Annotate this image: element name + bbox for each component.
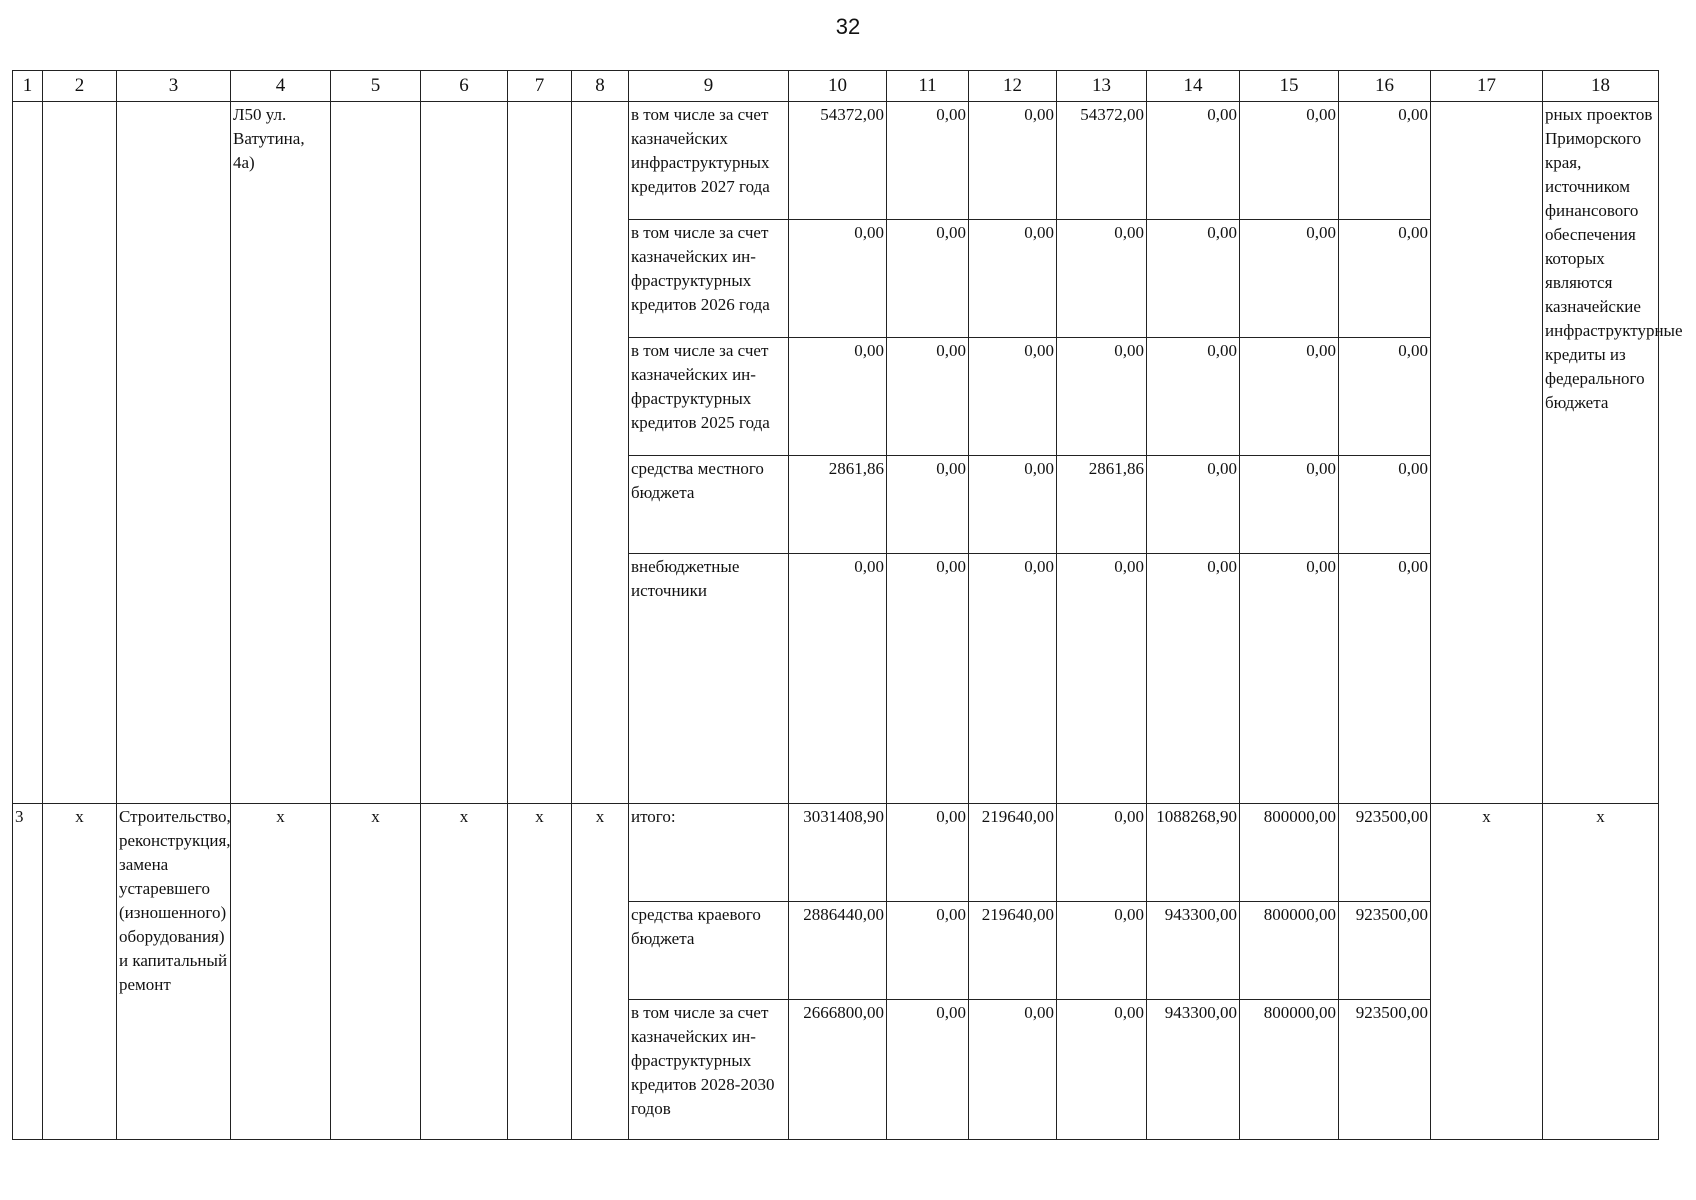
col-header: 1	[13, 71, 43, 102]
cell-col6: x	[421, 804, 508, 1140]
value-cell: 0,00	[1147, 554, 1240, 804]
cell-col7	[508, 102, 572, 804]
value-cell: 0,00	[887, 902, 969, 1000]
value-cell: 0,00	[1339, 456, 1431, 554]
cell-col7: x	[508, 804, 572, 1140]
col-header: 8	[572, 71, 629, 102]
funding-source: итого:	[629, 804, 789, 902]
col-header: 12	[969, 71, 1057, 102]
cell-col17	[1431, 102, 1543, 804]
value-cell: 0,00	[1240, 220, 1339, 338]
value-cell: 0,00	[1057, 804, 1147, 902]
col-header: 7	[508, 71, 572, 102]
funding-source: средства местного бюджета	[629, 456, 789, 554]
value-cell: 0,00	[969, 338, 1057, 456]
col-header: 3	[117, 71, 231, 102]
col-header: 11	[887, 71, 969, 102]
cell-col17: x	[1431, 804, 1543, 1140]
value-cell: 54372,00	[1057, 102, 1147, 220]
funding-source: средства краевого бюджета	[629, 902, 789, 1000]
value-cell: 0,00	[1240, 338, 1339, 456]
value-cell: 1088268,90	[1147, 804, 1240, 902]
value-cell: 0,00	[969, 1000, 1057, 1140]
col-header: 15	[1240, 71, 1339, 102]
value-cell: 923500,00	[1339, 804, 1431, 902]
cell-col8	[572, 102, 629, 804]
value-cell: 0,00	[1057, 1000, 1147, 1140]
value-cell: 0,00	[887, 1000, 969, 1140]
value-cell: 3031408,90	[789, 804, 887, 902]
value-cell: 0,00	[1147, 338, 1240, 456]
col-header: 9	[629, 71, 789, 102]
value-cell: 0,00	[1339, 554, 1431, 804]
cell-col2	[43, 102, 117, 804]
table-row	[13, 102, 1659, 220]
value-cell: 0,00	[789, 338, 887, 456]
col-header: 5	[331, 71, 421, 102]
value-cell: 923500,00	[1339, 902, 1431, 1000]
value-cell: 2666800,00	[789, 1000, 887, 1140]
cell-col3	[117, 102, 231, 804]
cell-col1	[13, 102, 43, 804]
funding-source: в том числе за счет казначейских инфраструктурных кредитов 2027 года	[629, 102, 789, 220]
col-header: 4	[231, 71, 331, 102]
page-number: 32	[835, 14, 861, 39]
cell-col18: x	[1543, 804, 1659, 1140]
value-cell: 943300,00	[1147, 1000, 1240, 1140]
funding-source: в том числе за счет казначейских ин-фраструктурных кредитов 2026 года	[629, 220, 789, 338]
value-cell: 0,00	[1339, 338, 1431, 456]
col-header: 14	[1147, 71, 1240, 102]
value-cell: 0,00	[1057, 902, 1147, 1000]
col-header: 2	[43, 71, 117, 102]
value-cell: 0,00	[1240, 456, 1339, 554]
value-cell: 943300,00	[1147, 902, 1240, 1000]
value-cell: 923500,00	[1339, 1000, 1431, 1140]
value-cell: 219640,00	[969, 804, 1057, 902]
funding-source: в том числе за счет казначейских ин-фраструктурных кредитов 2025 года	[629, 338, 789, 456]
object-address: Л50 ул. Ватутина, 4а)	[231, 102, 331, 804]
funding-source: внебюджетные источники	[629, 554, 789, 804]
cell-col1: 3	[13, 804, 43, 1140]
value-cell: 0,00	[1339, 220, 1431, 338]
value-cell: 54372,00	[789, 102, 887, 220]
value-cell: 800000,00	[1240, 1000, 1339, 1140]
funding-source: в том числе за счет казначейских ин-фраструктурных кредитов 2028-2030 годов	[629, 1000, 789, 1140]
col-header: 18	[1543, 71, 1659, 102]
value-cell: 0,00	[789, 554, 887, 804]
value-cell: 0,00	[969, 102, 1057, 220]
program-note: рных проектов Приморского края, источником финансового обеспечения которых являются казначейские инфраструктурные кредиты из федерального бюджета	[1543, 102, 1659, 804]
value-cell: 0,00	[1147, 102, 1240, 220]
value-cell: 0,00	[887, 456, 969, 554]
col-header: 13	[1057, 71, 1147, 102]
value-cell: 0,00	[887, 220, 969, 338]
value-cell: 800000,00	[1240, 902, 1339, 1000]
col-header: 17	[1431, 71, 1543, 102]
value-cell: 0,00	[887, 554, 969, 804]
table-row	[13, 804, 1659, 902]
value-cell: 800000,00	[1240, 804, 1339, 902]
value-cell: 0,00	[887, 102, 969, 220]
value-cell: 0,00	[969, 456, 1057, 554]
value-cell: 0,00	[1057, 338, 1147, 456]
col-header: 10	[789, 71, 887, 102]
value-cell: 2861,86	[1057, 456, 1147, 554]
cell-col4: x	[231, 804, 331, 1140]
value-cell: 0,00	[969, 220, 1057, 338]
col-header: 6	[421, 71, 508, 102]
header-row	[13, 71, 1659, 102]
cell-col8: x	[572, 804, 629, 1140]
activity-title: Строительство, реконструкция, замена устаревшего (изношенного) оборудования) и капитальный ремонт	[117, 804, 231, 1140]
value-cell: 0,00	[887, 338, 969, 456]
value-cell: 0,00	[1147, 220, 1240, 338]
value-cell: 0,00	[1057, 554, 1147, 804]
value-cell: 0,00	[789, 220, 887, 338]
value-cell: 2886440,00	[789, 902, 887, 1000]
col-header: 16	[1339, 71, 1431, 102]
value-cell: 0,00	[887, 804, 969, 902]
value-cell: 0,00	[1057, 220, 1147, 338]
value-cell: 0,00	[1339, 102, 1431, 220]
value-cell: 219640,00	[969, 902, 1057, 1000]
value-cell: 0,00	[969, 554, 1057, 804]
budget-table	[12, 70, 1683, 1140]
value-cell: 0,00	[1147, 456, 1240, 554]
cell-col6	[421, 102, 508, 804]
value-cell: 0,00	[1240, 554, 1339, 804]
cell-col2: x	[43, 804, 117, 1140]
value-cell: 0,00	[1240, 102, 1339, 220]
cell-col5: x	[331, 804, 421, 1140]
cell-col5	[331, 102, 421, 804]
value-cell: 2861,86	[789, 456, 887, 554]
